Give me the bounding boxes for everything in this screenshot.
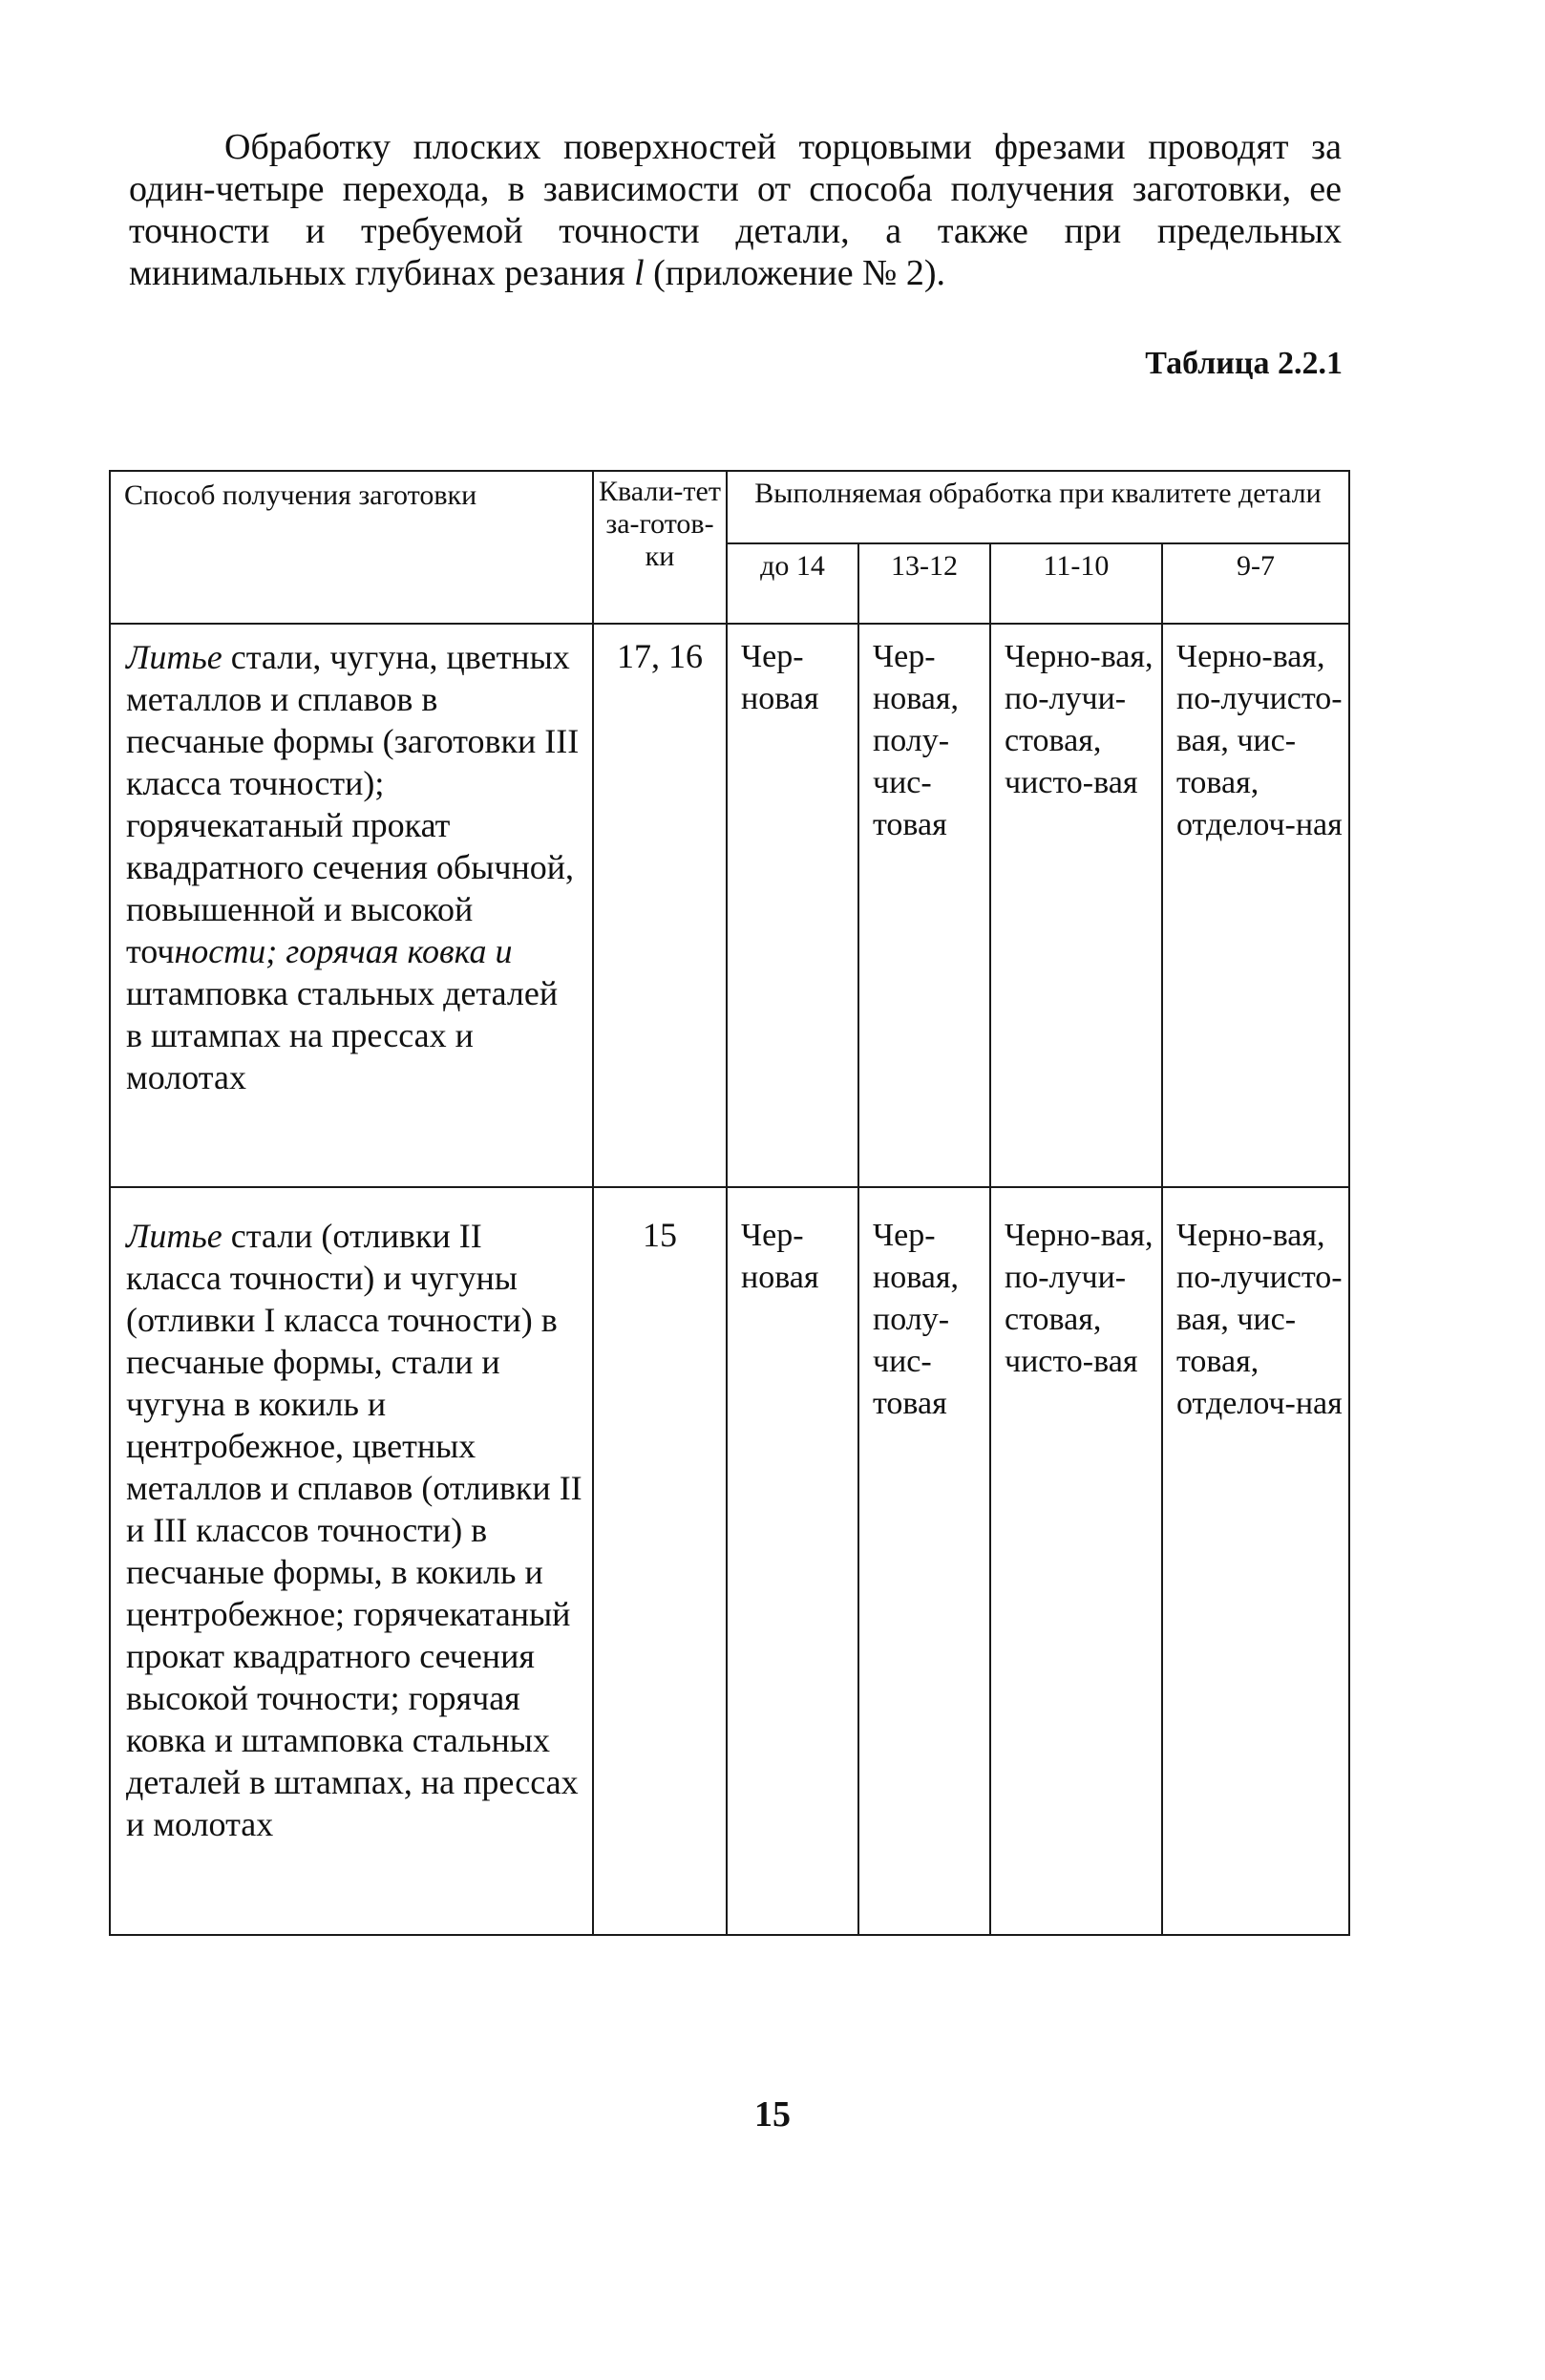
header-grade: до 14 — [727, 543, 858, 624]
operation-cell: Чер-новая, полу-чис-товая — [858, 624, 990, 1187]
processing-table — [109, 470, 1350, 1936]
header-method: Способ получения заготовки — [110, 471, 593, 624]
operation-cell: Черно-вая, по-лучисто-вая, чис-товая, отделоч-ная — [1162, 624, 1349, 1187]
method-italic: Литье — [126, 638, 222, 676]
kvalitet-cell: 15 — [593, 1187, 727, 1935]
method-cell — [110, 624, 593, 1187]
method-italic: Литье — [126, 1217, 222, 1255]
operation-cell: Чер-новая, полу-чис-товая — [858, 1187, 990, 1935]
intro-text-1: Обработку плоских поверхностей торцовыми фрезами проводят за один-четыре перехода, в зависимости от способа получения заготовки, ее точности и требуемой точности детали, а также при предельных минимальных глубинах резания — [129, 127, 1342, 293]
header-grade: 13-12 — [858, 543, 990, 624]
intro-symbol: l — [634, 253, 645, 293]
page-number: 15 — [754, 2094, 791, 2135]
table-caption: Таблица 2.2.1 — [1145, 346, 1343, 381]
table-row — [110, 624, 1349, 1187]
intro-paragraph — [129, 126, 1342, 294]
method-italic: ности; горячая ковка и — [174, 932, 513, 970]
method-text: штамповка стальных деталей в штампах на прессах и молотах — [126, 974, 559, 1096]
operation-cell: Чер-новая — [727, 1187, 858, 1935]
header-grade: 11-10 — [990, 543, 1162, 624]
kvalitet-cell: 17, 16 — [593, 624, 727, 1187]
method-text: стали (отливки II класса точности) и чугуны (отливки I класса точности) в песчаные формы, стали и чугуна в кокиль и центробежное, цветных металлов и сплавов (отливки II и III классов точности) в песчаные формы, в кокиль и центробежное; горячекатаный прокат квадратного сечения высокой точности; горячая ковка и штамповка стальных деталей в штампах, на прессах и молотах — [126, 1217, 582, 1843]
header-operations: Выполняемая обработка при квалитете детали — [727, 471, 1349, 543]
header-kvalitet: Квали-тет за-готов-ки — [593, 471, 727, 624]
method-text: стали, чугуна, цветных металлов и сплавов в песчаные формы (заготовки III класса точности); горячекатаный прокат квадратного сечения обычной, повышенной и высокой точ — [126, 638, 580, 970]
operation-cell: Черно-вая, по-лучисто-вая, чис-товая, отделоч-ная — [1162, 1187, 1349, 1935]
table-header-row — [110, 471, 1349, 543]
method-cell — [110, 1187, 593, 1935]
table-row — [110, 1187, 1349, 1935]
intro-text-2: (приложение № 2). — [644, 253, 946, 293]
operation-cell: Черно-вая, по-лучи-стовая, чисто-вая — [990, 1187, 1162, 1935]
header-grade: 9-7 — [1162, 543, 1349, 624]
operation-cell: Чер-новая — [727, 624, 858, 1187]
operation-cell: Черно-вая, по-лучи-стовая, чисто-вая — [990, 624, 1162, 1187]
